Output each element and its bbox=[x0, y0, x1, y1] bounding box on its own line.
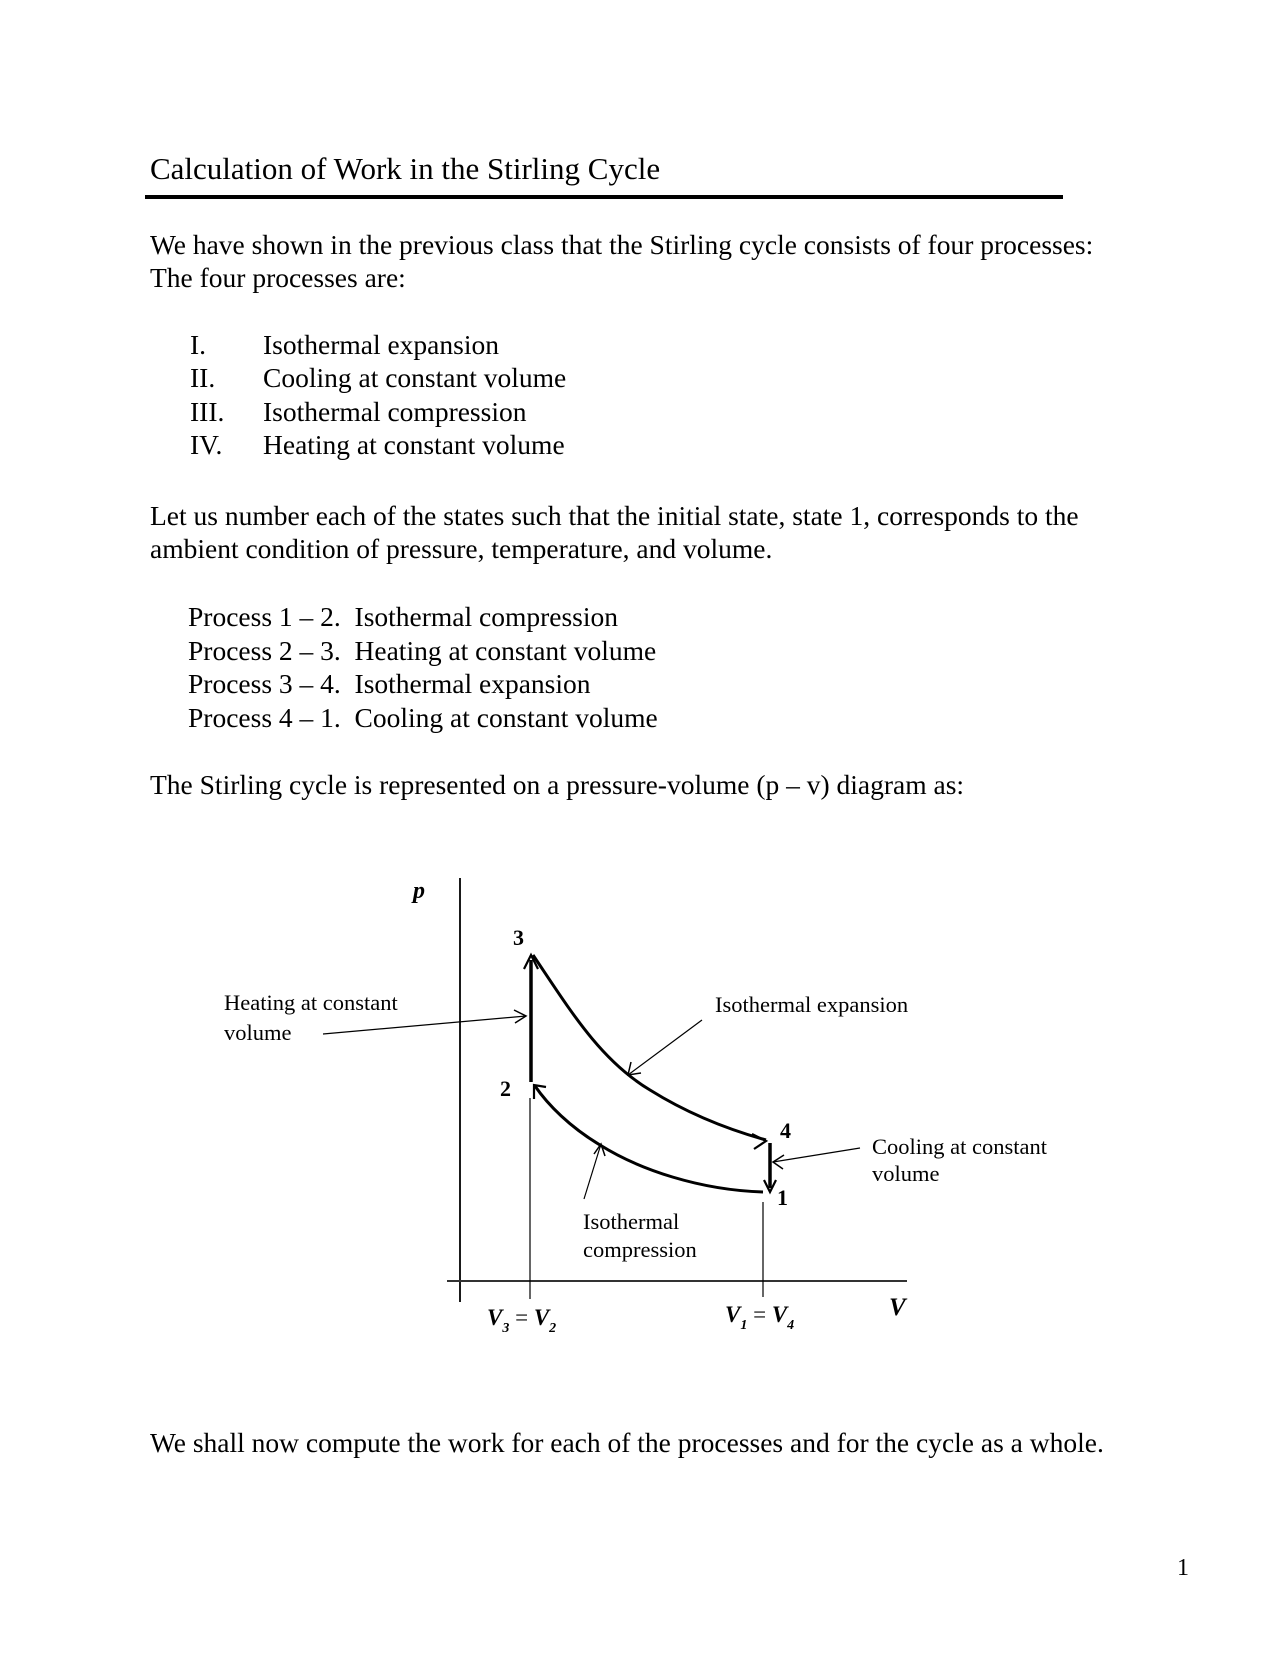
expansion-annotation: Isothermal expansion bbox=[715, 992, 909, 1017]
list-numeral: IV. bbox=[190, 429, 223, 460]
list-item: Isothermal expansion bbox=[263, 329, 499, 360]
compression-annotation-line-1: Isothermal bbox=[583, 1209, 680, 1234]
page-title: Calculation of Work in the Stirling Cycle bbox=[150, 151, 661, 186]
list-item: Isothermal compression bbox=[263, 396, 527, 427]
process-label: Process 1 – 2. bbox=[188, 601, 341, 632]
process-3-4-curve bbox=[533, 955, 766, 1140]
process-label: Process 4 – 1. bbox=[188, 702, 341, 733]
states-line-2: ambient condition of pressure, temperature, and volume. bbox=[150, 533, 773, 564]
list-item: Cooling at constant volume bbox=[263, 362, 567, 393]
intro-line-2: The four processes are: bbox=[150, 262, 406, 293]
process-1-2-curve bbox=[535, 1086, 763, 1192]
diagram-intro: The Stirling cycle is represented on a pressure-volume (p – v) diagram as: bbox=[150, 769, 965, 800]
expansion-leader-line bbox=[628, 1020, 702, 1075]
cooling-leader-line bbox=[773, 1148, 860, 1162]
page-number: 1 bbox=[1177, 1555, 1189, 1581]
intro-line-1: We have shown in the previous class that the Stirling cycle consists of four processes: bbox=[150, 229, 1094, 260]
cooling-annotation-line-2: volume bbox=[872, 1161, 940, 1186]
process-text: Isothermal expansion bbox=[354, 668, 591, 699]
v3-v2-label: V3 = V2 bbox=[487, 1305, 557, 1336]
compression-annotation-line-2: compression bbox=[583, 1237, 697, 1262]
process-label: Process 3 – 4. bbox=[188, 668, 341, 699]
cooling-annotation-line-1: Cooling at constant bbox=[872, 1134, 1047, 1159]
compression-leader-line bbox=[584, 1144, 601, 1199]
heating-annotation-line-2: volume bbox=[224, 1020, 292, 1045]
process-label: Process 2 – 3. bbox=[188, 635, 341, 666]
state-label-4: 4 bbox=[780, 1118, 791, 1143]
process-text: Isothermal compression bbox=[354, 601, 619, 632]
state-label-2: 2 bbox=[500, 1076, 511, 1101]
heating-annotation-line-1: Heating at constant bbox=[224, 990, 398, 1015]
states-line-1: Let us number each of the states such that the initial state, state 1, corresponds to the bbox=[150, 500, 1079, 531]
process-text: Cooling at constant volume bbox=[354, 702, 658, 733]
list-item: Heating at constant volume bbox=[263, 429, 565, 460]
state-label-1: 1 bbox=[777, 1185, 788, 1210]
conclusion: We shall now compute the work for each of the processes and for the cycle as a whole. bbox=[150, 1427, 1104, 1458]
heating-leader-line bbox=[323, 1016, 526, 1034]
state-label-3: 3 bbox=[513, 925, 524, 950]
arrowhead-icon bbox=[752, 1134, 766, 1149]
p-axis-label: p bbox=[413, 878, 425, 904]
v1-v4-label: V1 = V4 bbox=[725, 1302, 795, 1333]
process-text: Heating at constant volume bbox=[354, 635, 657, 666]
v-axis-label: V bbox=[889, 1294, 906, 1321]
list-numeral: III. bbox=[190, 396, 225, 427]
list-numeral: II. bbox=[190, 362, 216, 393]
list-numeral: I. bbox=[190, 329, 207, 360]
